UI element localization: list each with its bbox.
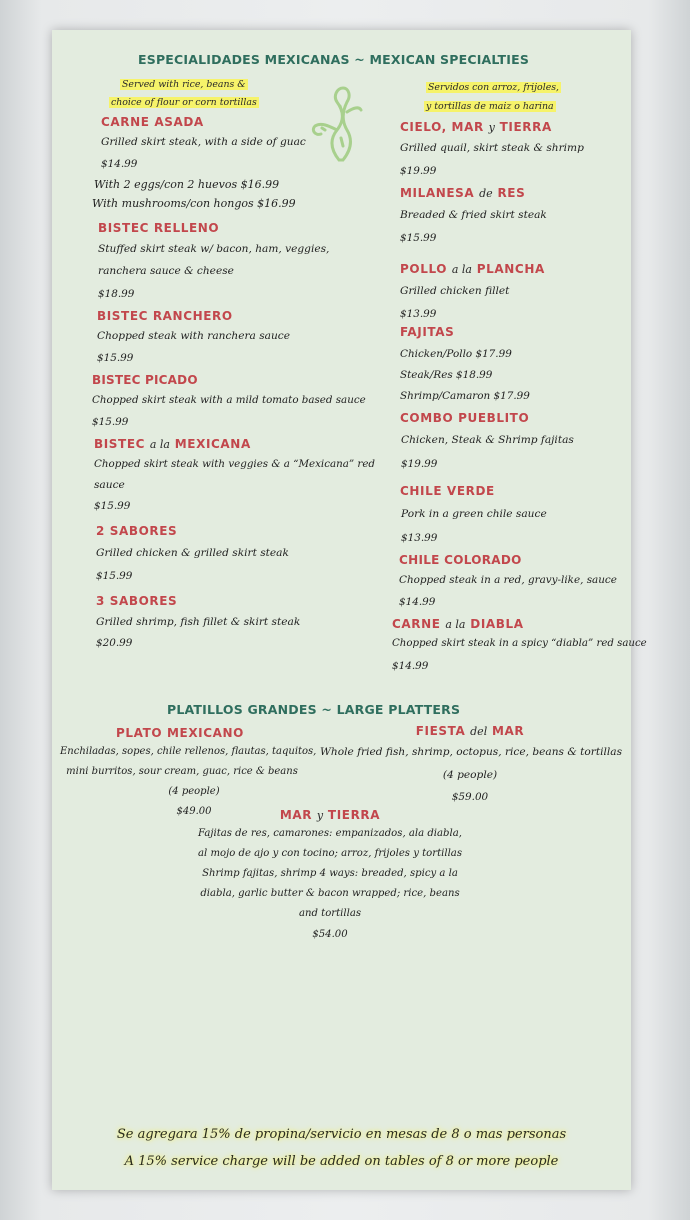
item-name-fajitas: FAJITAS [400, 325, 455, 339]
platter-desc-mar-tierra-4: diabla, garlic butter & bacon wrapped; rice, beans [200, 888, 460, 899]
item-desc-3-sabores: Grilled shrimp, fish fillet & skirt steak [96, 616, 301, 628]
item-fajitas-shrimp: Shrimp/Camaron $17.99 [400, 390, 530, 402]
item-extra-mushrooms: With mushrooms/con hongos $16.99 [92, 197, 296, 210]
platter-price-plato: $49.00 [176, 806, 212, 817]
item-desc-milanesa: Breaded & fried skirt steak [400, 209, 547, 221]
served-note-en-1: Served with rice, beans & [122, 79, 246, 90]
item-name-bistec-picado: BISTEC PICADO [92, 373, 198, 387]
item-price-chile-verde: $13.99 [401, 532, 438, 544]
served-note-es-1: Servidos con arroz, frijoles, [428, 82, 560, 93]
platter-name-plato-mexicano: PLATO MEXICANO [116, 726, 244, 740]
item-desc-bistec-relleno-1: Stuffed skirt steak w/ bacon, ham, veggies, [98, 243, 330, 255]
item-price-milanesa: $15.99 [400, 232, 437, 244]
platter-desc-mar-tierra-3: Shrimp fajitas, shrimp 4 ways: breaded, spicy a la [202, 868, 458, 879]
item-price-pollo-plancha: $13.99 [400, 308, 437, 320]
platter-name-mar-tierra: MAR y TIERRA [279, 808, 381, 822]
platter-desc-plato-1: Enchiladas, sopes, chile rellenos, flautas, taquitos, [60, 746, 317, 757]
platter-price-fiesta: $59.00 [451, 791, 489, 803]
item-extra-eggs: With 2 eggs/con 2 huevos $16.99 [94, 178, 280, 191]
served-note-es-2: y tortillas de maiz o harina [426, 101, 554, 112]
item-desc-chile-verde: Pork in a green chile sauce [401, 508, 547, 520]
item-price-combo-pueblito: $19.99 [401, 458, 438, 470]
item-price-3-sabores: $20.99 [96, 637, 133, 649]
item-name-bistec-mexicana: BISTEC a la MEXICANA [94, 437, 251, 451]
platter-people-plato: (4 people) [168, 786, 220, 797]
platter-price-mar-tierra: $54.00 [312, 929, 348, 940]
item-desc-bistec-mexicana-1: Chopped skirt steak with veggies & a “Mexicana” red [94, 458, 376, 470]
platter-desc-mar-tierra-1: Fajitas de res, camarones: empanizados, ala diabla, [198, 828, 462, 839]
item-desc-chile-colorado: Chopped steak in a red, gravy-like, sauce [399, 574, 617, 586]
platter-name-fiesta-del-mar: FIESTA del MAR [415, 724, 525, 738]
service-charge-en: A 15% service charge will be added on tables of 8 or more people [124, 1154, 559, 1169]
section-title-platters: PLATILLOS GRANDES ~ LARGE PLATTERS [167, 702, 461, 717]
platter-desc-mar-tierra-2: al mojo de ajo y con tocino; arroz, frijoles y tortillas [197, 848, 463, 859]
served-note-en-2: choice of flour or corn tortillas [111, 97, 257, 108]
item-desc-bistec-relleno-2: ranchera sauce & cheese [98, 265, 234, 277]
item-desc-pollo-plancha: Grilled chicken fillet [400, 285, 510, 297]
item-name-3-sabores: 3 SABORES [96, 594, 178, 608]
item-name-2-sabores: 2 SABORES [96, 524, 178, 538]
item-price-carne-diabla: $14.99 [392, 660, 429, 672]
item-price-bistec-ranchero: $15.99 [97, 352, 134, 364]
item-name-pollo-plancha: POLLO a la PLANCHA [400, 262, 545, 276]
item-price-bistec-relleno: $18.99 [98, 288, 135, 300]
platter-desc-plato-2: mini burritos, sour cream, guac, rice & beans [66, 766, 298, 777]
menu-page [52, 30, 647, 1190]
platter-desc-mar-tierra-5: and tortillas [298, 908, 362, 919]
item-desc-bistec-mexicana-2: sauce [94, 479, 125, 491]
item-price-cielo-mar-tierra: $19.99 [400, 165, 437, 177]
item-name-cielo-mar-tierra: CIELO, MAR y TIERRA [400, 120, 552, 134]
item-desc-bistec-picado: Chopped skirt steak with a mild tomato based sauce [92, 394, 366, 406]
item-name-combo-pueblito: COMBO PUEBLITO [400, 411, 530, 425]
item-price-2-sabores: $15.99 [96, 570, 133, 582]
item-name-carne-diabla: CARNE a la DIABLA [392, 617, 524, 631]
item-name-chile-verde: CHILE VERDE [400, 484, 495, 498]
item-name-milanesa: MILANESA de RES [400, 186, 526, 200]
item-name-chile-colorado: CHILE COLORADO [399, 553, 522, 567]
item-desc-2-sabores: Grilled chicken & grilled skirt steak [96, 547, 289, 559]
item-desc-carne-asada: Grilled skirt steak, with a side of guac [101, 136, 306, 148]
section-title-specialties: ESPECIALIDADES MEXICANAS ~ MEXICAN SPECIALTIES [138, 52, 530, 67]
item-price-carne-asada: $14.99 [101, 158, 138, 170]
platter-people-fiesta: (4 people) [442, 769, 498, 781]
service-charge-es: Se agregara 15% de propina/servicio en mesas de 8 o mas personas [116, 1127, 567, 1142]
platter-desc-fiesta: Whole fried fish, shrimp, octopus, rice, beans & tortillas [320, 746, 623, 758]
item-price-bistec-mexicana: $15.99 [94, 500, 131, 512]
item-fajitas-chicken: Chicken/Pollo $17.99 [400, 348, 512, 360]
item-desc-cielo-mar-tierra: Grilled quail, skirt steak & shrimp [400, 142, 584, 154]
cactus-icon [307, 82, 367, 164]
item-price-chile-colorado: $14.99 [399, 596, 436, 608]
item-desc-carne-diabla: Chopped skirt steak in a spicy “diabla” red sauce [392, 638, 647, 649]
item-name-bistec-ranchero: BISTEC RANCHERO [97, 309, 233, 323]
item-desc-bistec-ranchero: Chopped steak with ranchera sauce [97, 330, 291, 342]
item-name-bistec-relleno: BISTEC RELLENO [98, 221, 220, 235]
item-desc-combo-pueblito: Chicken, Steak & Shrimp fajitas [401, 434, 574, 446]
item-price-bistec-picado: $15.99 [92, 416, 129, 428]
item-name-carne-asada: CARNE ASADA [101, 115, 204, 129]
item-fajitas-steak: Steak/Res $18.99 [400, 369, 493, 381]
